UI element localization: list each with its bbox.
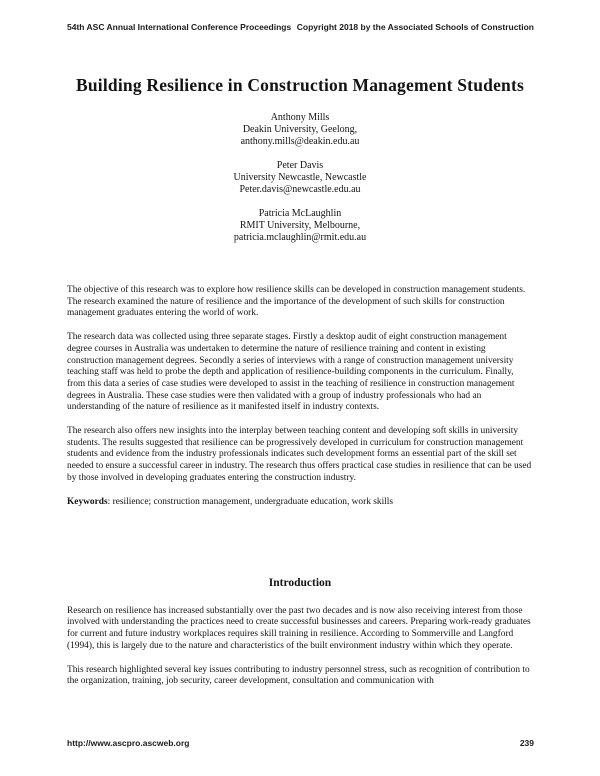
keywords-label: Keywords — [67, 496, 108, 507]
introduction-paragraph: Research on resilience has increased substantially over the past two decades and is now also receiving interest from those involved with understanding the practices need to create successful businesses and careers. Preparing work-ready graduates for current and future industry workplaces requires skill training in resilience. According to Sommerville and Langford (1994), this is largely due to the nature and characteristics of the built environment industry within which they operate. — [67, 605, 531, 651]
author-affiliation: Deakin University, Geelong, — [242, 124, 358, 135]
introduction-paragraph: This research highlighted several key issues contributing to industry personnel stress, such as recognition of contribution to the organization, training, job security, career development, consultation and communication with — [67, 664, 530, 687]
author-name: Patricia McLaughlin — [258, 208, 342, 219]
running-header — [67, 22, 534, 32]
footer-url: http://www.ascpro.ascweb.org — [67, 738, 190, 748]
footer-page-number: 239 — [519, 738, 534, 748]
abstract-paragraph: The research data was collected using three separate stages. Firstly a desktop audit of eight construction management degree courses in Australia was undertaken to determine the nature of resilience training and content in existing construction management degrees. Secondly a series of interviews with a range of construction management university teaching staff was held to probe the depth and application of resilience-building components in the curriculum. Finally, from this data a series of case studies were developed to assist in the teaching of resilience in construction management degrees in Australia. These case studies were then validated with a group of industry professionals who had an understanding of the nature of resilience as it manifested itself in industry contexts. — [67, 332, 515, 413]
running-footer — [67, 738, 534, 748]
abstract-section — [67, 285, 533, 508]
abstract-paragraph: The research also offers new insights into the interplay between teaching content and developing soft skills in university students. The results suggested that resilience can be progressively developed in curriculum for construction management students and evidence from the industry professionals indicates such development forms an essential part of the skill set needed to ensure a successful career in industry. The research thus offers practical case studies in resilience that can be used by those involved in developing graduates entering the construction industry. — [67, 426, 532, 483]
author-email: patricia.mclaughlin@rmit.edu.au — [233, 232, 367, 243]
author-block — [0, 208, 600, 244]
author-email: anthony.mills@deakin.edu.au — [240, 136, 360, 147]
author-block — [0, 160, 600, 196]
author-list — [0, 112, 600, 244]
page-title: Building Resilience in Construction Management Students — [75, 74, 525, 95]
header-copyright: Copyright 2018 by the Associated Schools of Construction — [296, 22, 534, 32]
author-affiliation: RMIT University, Melbourne, — [239, 220, 361, 231]
abstract-paragraph: The objective of this research was to explore how resilience skills can be developed in construction management students. The research examined the nature of resilience and the importance of the development of such skills for construction management graduates entering the world of work. — [67, 285, 526, 319]
keywords-text: : resilience; construction management, undergraduate education, work skills — [107, 496, 394, 507]
header-conference-title: 54th ASC Annual International Conference Proceedings — [67, 22, 292, 32]
author-email: Peter.davis@newcastle.edu.au — [239, 184, 361, 195]
author-affiliation: University Newcastle, Newcastle — [233, 172, 367, 183]
introduction-section — [67, 578, 533, 700]
keywords-line — [67, 497, 533, 509]
author-name: Anthony Mills — [270, 112, 330, 123]
author-block — [0, 112, 600, 148]
section-heading-introduction: Introduction — [268, 577, 332, 589]
author-name: Peter Davis — [276, 160, 324, 171]
